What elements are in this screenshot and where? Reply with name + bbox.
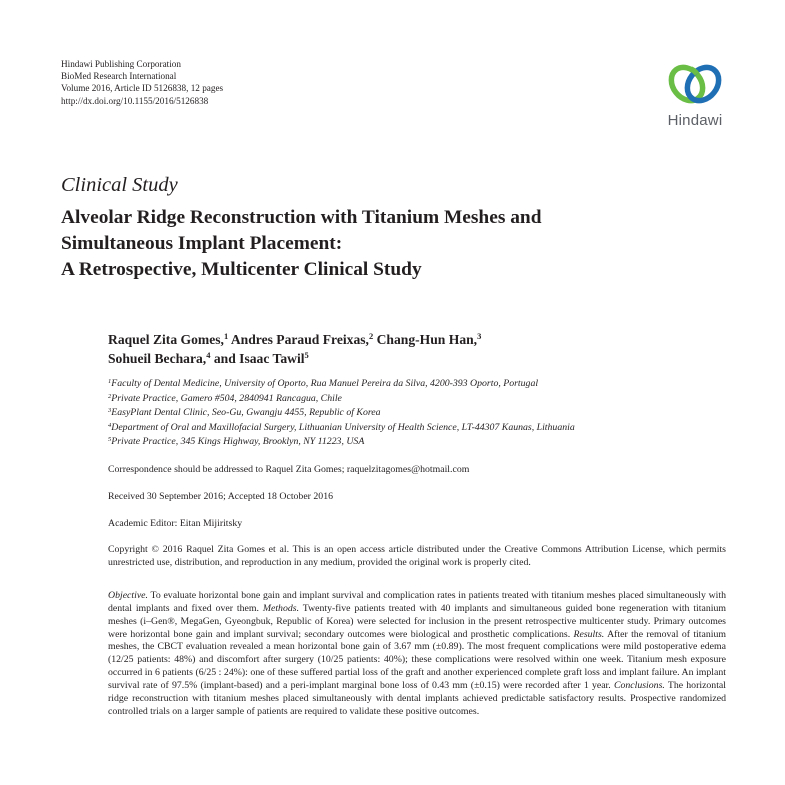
author-sup: 3 xyxy=(477,331,482,341)
hindawi-logo xyxy=(660,60,730,132)
title-line: A Retrospective, Multicenter Clinical Study xyxy=(61,259,422,280)
title-line: Simultaneous Implant Placement: xyxy=(61,233,343,254)
abstract-results-label: Results. xyxy=(573,628,605,640)
author-name: Andres Paraud Freixas, xyxy=(230,332,369,347)
author-name: and Isaac Tawil xyxy=(213,351,305,366)
author-sup: 4 xyxy=(206,350,211,360)
affiliation-list xyxy=(108,377,575,450)
abstract-objective: To evaluate horizontal bone gain and implant survival and complication rates in patients treated with titanium meshes placed simultaneously with dental implants and fixed over them. xyxy=(108,590,726,614)
author-name: Raquel Zita Gomes, xyxy=(108,332,224,347)
volume-info: Volume 2016, Article ID 5126838, 12 pages xyxy=(61,83,224,94)
publisher-name: Hindawi Publishing Corporation xyxy=(61,59,181,69)
affiliation-text: Private Practice, 345 Kings Highway, Brooklyn, NY 11223, USA xyxy=(111,436,365,448)
abstract-conclusions-label: Conclusions. xyxy=(613,679,665,691)
received-dates: Received 30 September 2016; Accepted 18 October 2016 xyxy=(108,491,333,502)
affiliation-text: Private Practice, Gamero #504, 2840941 Rancagua, Chile xyxy=(111,392,342,404)
academic-editor: Academic Editor: Eitan Mijiritsky xyxy=(108,518,243,529)
affiliation-sup: 1 xyxy=(108,378,112,385)
abstract-results: After the removal of titanium meshes, the CBCT evaluation revealed a mean horizontal bone gain of 3.67 mm (±0.89). The most frequent complications were mild postoperative edema (12/25 patients: 48%) and discomfort after surgery (10/25 patients: 40%); these complications were resolved within one week. Titanium mesh exposure occurred in 6 patients (6/25 : 24%): one of these suffered partial loss of the graft and another experienced complete graft loss and implant failure. An implant survival rate of 97.5% (implant-based) and a peri-implant marginal bone loss of 0.43 mm (±0.15) were recorded after 1 year. xyxy=(108,628,726,691)
title-line: Alveolar Ridge Reconstruction with Titanium Meshes and xyxy=(61,207,542,228)
correspondence: Correspondence should be addressed to Raquel Zita Gomes; raquelzitagomes@hotmail.com xyxy=(108,464,470,475)
author-sup: 5 xyxy=(304,350,309,360)
affiliation-text: EasyPlant Dental Clinic, Seo-Gu, Gwangju 4455, Republic of Korea xyxy=(111,407,381,419)
logo-wordmark: Hindawi xyxy=(667,112,723,129)
affiliation-sup: 2 xyxy=(108,392,112,400)
doi-link[interactable]: http://dx.doi.org/10.1155/2016/5126838 xyxy=(61,95,209,106)
author-name: Sohueil Bechara, xyxy=(108,351,207,366)
journal-name: BioMed Research International xyxy=(61,71,177,82)
author-sup: 1 xyxy=(223,331,229,341)
abstract xyxy=(108,590,726,718)
affiliation xyxy=(108,406,575,421)
affiliation xyxy=(108,435,575,450)
affiliation-sup: 3 xyxy=(108,407,112,415)
abstract-objective-label: Objective. xyxy=(108,590,148,601)
hindawi-logo-icon xyxy=(667,60,723,110)
author-sup: 2 xyxy=(368,331,374,341)
affiliation xyxy=(108,421,575,436)
affiliation xyxy=(108,392,575,407)
abstract-conclusions: The horizontal ridge reconstruction with titanium meshes placed simultaneously with dental implants achieved predictable satisfactory results. Prospective randomized controlled trials on a larger sample of patients are required to validate these positive outcomes. xyxy=(108,679,727,717)
affiliation-sup: 5 xyxy=(108,436,112,444)
abstract-methods-label: Methods. xyxy=(262,602,300,614)
article-type: Clinical Study xyxy=(61,174,178,196)
article-title xyxy=(61,205,701,283)
affiliation xyxy=(108,377,575,392)
affiliation-sup: 4 xyxy=(108,421,112,429)
affiliation-text: Faculty of Dental Medicine, University of Oporto, Rua Manuel Pereira da Silva, 4200-393 Oporto, Portugal xyxy=(111,378,539,389)
journal-header xyxy=(61,58,223,107)
author-name: Chang-Hun Han, xyxy=(376,332,478,347)
affiliation-text: Department of Oral and Maxillofacial Surgery, Lithuanian University of Health Science, LT-44307 Kaunas, Lithuania xyxy=(111,421,575,433)
abstract-methods: Twenty-five patients treated with 40 implants and simultaneous guided bone regeneration with titanium meshes (i–Gen®, MegaGen, Gyeongbuk, Republic of Korea) were selected for inclusion in the present retrospective multicenter study. Primary outcomes were horizontal bone gain and implant survival; secondary outcomes were biological and prosthetic complications. xyxy=(108,602,726,640)
author-list xyxy=(108,330,668,368)
copyright-notice: Copyright © 2016 Raquel Zita Gomes et al. This is an open access article distributed under the Creative Commons Attribution License, which permits unrestricted use, distribution, and reproduction in any medium, provided the original work is properly cited. xyxy=(108,544,726,568)
